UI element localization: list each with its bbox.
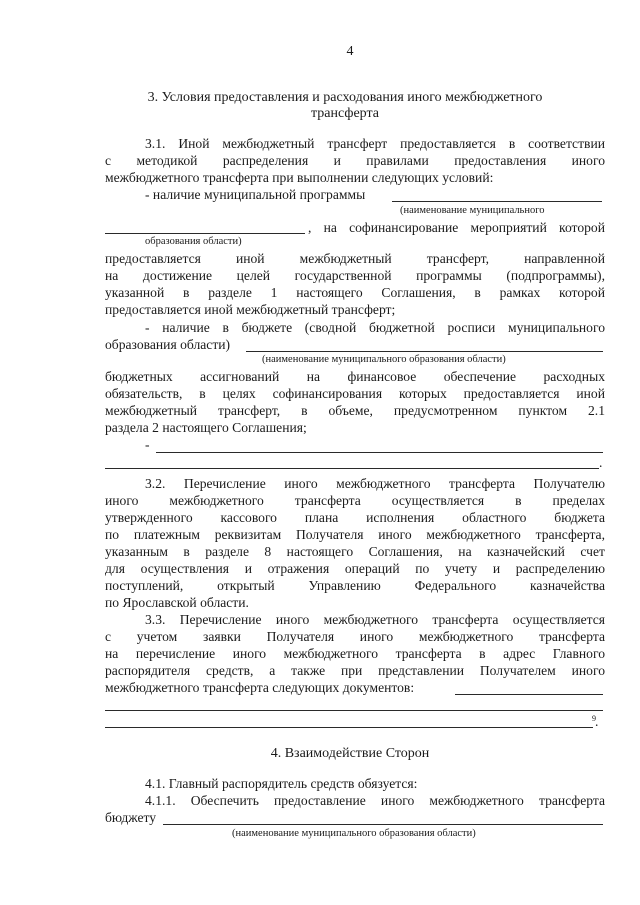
section3-title-line2: трансферта: [311, 106, 379, 121]
caption-municipal-name: (наименование муниципального: [400, 205, 545, 216]
p32-line: указанным в разделе 8 настоящего Соглашения, на казначейский счет: [105, 544, 605, 559]
p31-line: 3.1. Иной межбюджетный трансферт предоставляется в соответствии: [145, 136, 605, 151]
p32-line: утвержденного кассового плана исполнения областного бюджета: [105, 510, 605, 525]
footnote-mark: 9: [592, 714, 596, 723]
bullet1-line: предоставляется иной межбюджетный трансферт, направленной: [105, 251, 605, 266]
p33-line: 3.3. Перечисление иного межбюджетного трансферта осуществляется: [145, 612, 605, 627]
caption-municipal-full: (наименование муниципального образования области): [232, 828, 476, 839]
section4-title: 4. Взаимодействие Сторон: [270, 746, 430, 761]
bullet2-line: обязательств, в целях софинансирования которых предоставляется иной: [105, 386, 605, 401]
p31-line: с методикой распределения и правилами предоставления иного: [105, 153, 605, 168]
page-number: 4: [346, 44, 354, 59]
bullet3-dash: -: [145, 437, 150, 452]
bullet1-line: на достижение целей государственной программы (подпрограммы),: [105, 268, 605, 283]
bullet1-lead: - наличие муниципальной программы: [145, 187, 366, 202]
bullet1-line: указанной в разделе 1 настоящего Соглашения, в рамках которой: [105, 285, 605, 300]
p32-line: иного межбюджетного трансферта осуществляется в пределах: [105, 493, 605, 508]
bullet2-line1: - наличие в бюджете (сводной бюджетной росписи муниципального: [145, 320, 605, 335]
p32-line: поступлений, открытый Управлению Федерального казначейства: [105, 578, 605, 593]
bullet3-end: .: [599, 455, 603, 470]
blank-line: [455, 694, 603, 695]
blank-line: [246, 351, 603, 352]
blank-line: [163, 824, 603, 825]
p32-line: по Ярославской области.: [105, 595, 249, 610]
p31-line: межбюджетного трансферта при выполнении следующих условий:: [105, 170, 494, 185]
p41-line: 4.1. Главный распорядитель средств обязуется:: [145, 776, 418, 791]
blank-line: [392, 201, 602, 202]
blank-line: [156, 452, 603, 453]
bullet2-line2: образования области): [105, 337, 231, 352]
blank-line: [105, 233, 305, 234]
p33-line: распорядителя средств, а также при представлении Получателем иного: [105, 663, 605, 678]
caption-municipal-full: (наименование муниципального образования области): [262, 354, 506, 365]
bullet2-line: бюджетных ассигнований на финансовое обеспечение расходных: [105, 369, 605, 384]
p32-line: по платежным реквизитам Получателя иного межбюджетного трансферта,: [105, 527, 605, 542]
section3-title-line1: 3. Условия предоставления и расходования иного межбюджетного: [147, 90, 543, 105]
p411-line: 4.1.1. Обеспечить предоставление иного межбюджетного трансферта: [145, 793, 605, 808]
p33-line: на перечисление иного межбюджетного трансферта в адрес Главного: [105, 646, 605, 661]
blank-line: [105, 710, 603, 711]
bullet2-line: межбюджетный трансферт, в объеме, предусмотренном пунктом 2.1: [105, 403, 605, 418]
blank-line: [105, 468, 599, 469]
p33-line: межбюджетного трансферта следующих документов:: [105, 680, 415, 695]
p32-line: 3.2. Перечисление иного межбюджетного трансферта Получателю: [145, 476, 605, 491]
caption-municipal-name: образования области): [145, 236, 242, 247]
p33-end: .: [595, 714, 599, 729]
p411-cont: бюджету: [105, 810, 157, 825]
p32-line: для осуществления и отражения операций по учету и распределению: [105, 561, 605, 576]
bullet1-line: предоставляется иной межбюджетный трансферт;: [105, 302, 396, 317]
bullet2-line: раздела 2 настоящего Соглашения;: [105, 420, 307, 435]
p33-line: с учетом заявки Получателя иного межбюджетного трансферта: [105, 629, 605, 644]
bullet1-cont: , на софинансирование мероприятий которой: [308, 220, 605, 235]
blank-line: [105, 727, 593, 728]
